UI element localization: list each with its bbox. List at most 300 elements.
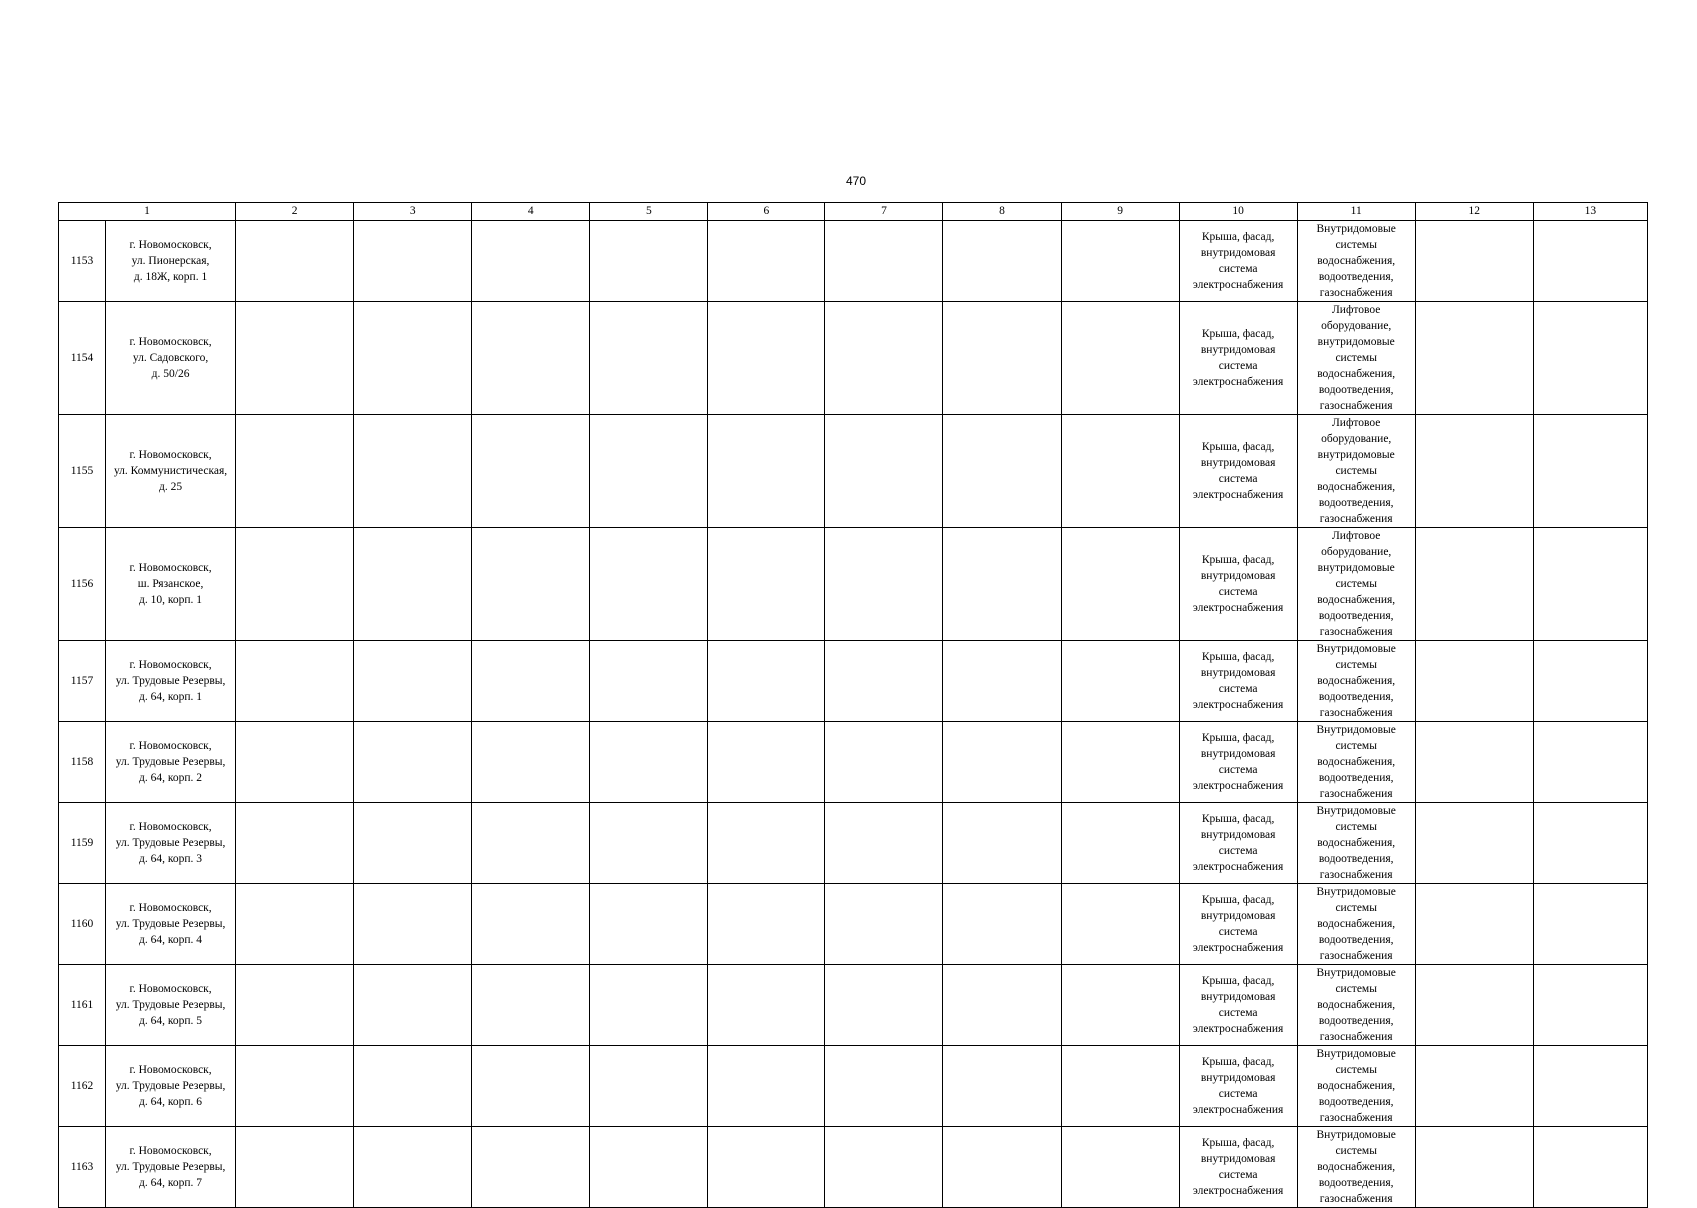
address-line: ул. Трудовые Резервы,	[115, 1080, 226, 1092]
table-row	[59, 221, 1648, 302]
address-line: д. 64, корп. 2	[139, 772, 203, 784]
system-line: внутридомовые	[1317, 449, 1395, 461]
work-type-line: система	[1218, 764, 1258, 776]
empty-cell-col-4	[472, 722, 590, 803]
system-line: Внутридомовые	[1316, 886, 1396, 898]
row-number: 1160	[59, 884, 106, 965]
system-line: оборудование,	[1321, 320, 1392, 332]
system-line: водоотведения,	[1318, 772, 1394, 784]
system-line: системы	[1335, 1145, 1377, 1157]
address-cell	[106, 803, 236, 884]
work-type-line: Крыша, фасад,	[1201, 975, 1275, 987]
page-number: 470	[845, 174, 867, 188]
empty-cell-col-2	[236, 965, 354, 1046]
system-line: системы	[1335, 902, 1377, 914]
work-type-line: Крыша, фасад,	[1201, 1056, 1275, 1068]
column-header-10: 10	[1179, 203, 1297, 221]
empty-cell-col-9	[1061, 221, 1179, 302]
system-line: Лифтовое	[1331, 417, 1381, 429]
empty-cell-col-8	[943, 722, 1061, 803]
empty-cell-col-7	[825, 1127, 943, 1208]
system-line: системы	[1335, 578, 1377, 590]
column-header-3: 3	[354, 203, 472, 221]
address-line: ул. Коммунистическая,	[113, 465, 228, 477]
empty-cell-col-12	[1415, 1046, 1533, 1127]
system-line: газоснабжения	[1319, 1031, 1393, 1043]
empty-cell-col-5	[590, 884, 708, 965]
empty-cell-col-6	[708, 803, 825, 884]
system-line: водоотведения,	[1318, 853, 1394, 865]
work-type-line: внутридомовая	[1200, 991, 1276, 1003]
buildings-table	[58, 202, 1648, 1208]
address-cell	[106, 415, 236, 528]
table-row	[59, 1127, 1648, 1208]
work-type-line: электроснабжения	[1192, 1023, 1284, 1035]
work-types-cell	[1179, 415, 1297, 528]
work-type-line: внутридомовая	[1200, 667, 1276, 679]
system-line: водоснабжения,	[1317, 481, 1396, 493]
empty-cell-col-8	[943, 1046, 1061, 1127]
systems-cell	[1297, 884, 1415, 965]
work-type-line: электроснабжения	[1192, 489, 1284, 501]
address-line: г. Новомосковск,	[129, 239, 212, 251]
empty-cell-col-6	[708, 415, 825, 528]
empty-cell-col-5	[590, 803, 708, 884]
systems-cell	[1297, 641, 1415, 722]
systems-cell	[1297, 302, 1415, 415]
empty-cell-col-6	[708, 302, 825, 415]
work-type-line: система	[1218, 926, 1258, 938]
system-line: водоснабжения,	[1317, 918, 1396, 930]
address-cell	[106, 965, 236, 1046]
column-header-1: 1	[59, 203, 236, 221]
table-row	[59, 415, 1648, 528]
empty-cell-col-5	[590, 302, 708, 415]
empty-cell-col-5	[590, 528, 708, 641]
systems-cell	[1297, 528, 1415, 641]
address-line: д. 25	[159, 481, 183, 493]
table-row	[59, 641, 1648, 722]
empty-cell-col-8	[943, 641, 1061, 722]
empty-cell-col-9	[1061, 1127, 1179, 1208]
system-line: водоснабжения,	[1317, 594, 1396, 606]
empty-cell-col-13	[1533, 1127, 1647, 1208]
empty-cell-col-8	[943, 221, 1061, 302]
system-line: водоотведения,	[1318, 1015, 1394, 1027]
empty-cell-col-7	[825, 528, 943, 641]
work-type-line: система	[1218, 1007, 1258, 1019]
work-type-line: Крыша, фасад,	[1201, 231, 1275, 243]
address-cell	[106, 722, 236, 803]
empty-cell-col-8	[943, 302, 1061, 415]
empty-cell-col-6	[708, 1046, 825, 1127]
work-types-cell	[1179, 641, 1297, 722]
empty-cell-col-3	[354, 965, 472, 1046]
system-line: водоснабжения,	[1317, 1080, 1396, 1092]
empty-cell-col-6	[708, 528, 825, 641]
work-type-line: система	[1218, 473, 1258, 485]
system-line: водоотведения,	[1318, 1177, 1394, 1189]
systems-cell	[1297, 1046, 1415, 1127]
work-type-line: электроснабжения	[1192, 942, 1284, 954]
system-line: газоснабжения	[1319, 513, 1393, 525]
work-type-line: внутридомовая	[1200, 1153, 1276, 1165]
empty-cell-col-5	[590, 641, 708, 722]
work-types-cell	[1179, 528, 1297, 641]
address-line: г. Новомосковск,	[129, 659, 212, 671]
empty-cell-col-2	[236, 803, 354, 884]
systems-cell	[1297, 221, 1415, 302]
empty-cell-col-13	[1533, 722, 1647, 803]
address-cell	[106, 641, 236, 722]
empty-cell-col-7	[825, 641, 943, 722]
empty-cell-col-8	[943, 965, 1061, 1046]
address-line: д. 64, корп. 4	[139, 934, 203, 946]
empty-cell-col-3	[354, 722, 472, 803]
empty-cell-col-3	[354, 884, 472, 965]
empty-cell-col-8	[943, 884, 1061, 965]
work-type-line: Крыша, фасад,	[1201, 813, 1275, 825]
column-header-9: 9	[1061, 203, 1179, 221]
empty-cell-col-4	[472, 965, 590, 1046]
system-line: водоснабжения,	[1317, 837, 1396, 849]
empty-cell-col-3	[354, 803, 472, 884]
work-type-line: электроснабжения	[1192, 1185, 1284, 1197]
empty-cell-col-7	[825, 884, 943, 965]
empty-cell-col-2	[236, 722, 354, 803]
system-line: водоотведения,	[1318, 497, 1394, 509]
work-types-cell	[1179, 221, 1297, 302]
address-line: г. Новомосковск,	[129, 740, 212, 752]
work-type-line: Крыша, фасад,	[1201, 732, 1275, 744]
address-line: ул. Трудовые Резервы,	[115, 1161, 226, 1173]
work-type-line: электроснабжения	[1192, 602, 1284, 614]
address-line: ш. Рязанское,	[137, 578, 204, 590]
table-row	[59, 965, 1648, 1046]
address-line: д. 64, корп. 1	[139, 691, 203, 703]
empty-cell-col-7	[825, 415, 943, 528]
empty-cell-col-3	[354, 415, 472, 528]
system-line: газоснабжения	[1319, 400, 1393, 412]
empty-cell-col-13	[1533, 415, 1647, 528]
address-cell	[106, 528, 236, 641]
system-line: водоснабжения,	[1317, 675, 1396, 687]
system-line: водоснабжения,	[1317, 756, 1396, 768]
empty-cell-col-4	[472, 884, 590, 965]
address-line: д. 18Ж, корп. 1	[133, 271, 208, 283]
empty-cell-col-3	[354, 1046, 472, 1127]
system-line: системы	[1335, 983, 1377, 995]
row-number: 1163	[59, 1127, 106, 1208]
system-line: системы	[1335, 352, 1377, 364]
empty-cell-col-9	[1061, 1046, 1179, 1127]
row-number: 1156	[59, 528, 106, 641]
empty-cell-col-9	[1061, 641, 1179, 722]
system-line: газоснабжения	[1319, 788, 1393, 800]
empty-cell-col-8	[943, 415, 1061, 528]
empty-cell-col-6	[708, 641, 825, 722]
address-line: г. Новомосковск,	[129, 1145, 212, 1157]
work-type-line: Крыша, фасад,	[1201, 1137, 1275, 1149]
table-row	[59, 722, 1648, 803]
empty-cell-col-12	[1415, 641, 1533, 722]
empty-cell-col-4	[472, 221, 590, 302]
system-line: водоотведения,	[1318, 271, 1394, 283]
system-line: водоснабжения,	[1317, 368, 1396, 380]
address-line: г. Новомосковск,	[129, 902, 212, 914]
table-row	[59, 884, 1648, 965]
empty-cell-col-13	[1533, 221, 1647, 302]
column-header-12: 12	[1415, 203, 1533, 221]
work-type-line: Крыша, фасад,	[1201, 894, 1275, 906]
column-header-7: 7	[825, 203, 943, 221]
system-line: водоснабжения,	[1317, 999, 1396, 1011]
empty-cell-col-5	[590, 965, 708, 1046]
system-line: системы	[1335, 239, 1377, 251]
empty-cell-col-13	[1533, 302, 1647, 415]
address-line: ул. Трудовые Резервы,	[115, 918, 226, 930]
system-line: газоснабжения	[1319, 287, 1393, 299]
empty-cell-col-3	[354, 528, 472, 641]
work-type-line: система	[1218, 1169, 1258, 1181]
empty-cell-col-5	[590, 221, 708, 302]
empty-cell-col-7	[825, 221, 943, 302]
empty-cell-col-5	[590, 1127, 708, 1208]
work-type-line: электроснабжения	[1192, 699, 1284, 711]
address-line: ул. Садовского,	[132, 352, 209, 364]
empty-cell-col-7	[825, 302, 943, 415]
system-line: Внутридомовые	[1316, 967, 1396, 979]
work-type-line: система	[1218, 263, 1258, 275]
empty-cell-col-7	[825, 722, 943, 803]
systems-cell	[1297, 1127, 1415, 1208]
row-number: 1159	[59, 803, 106, 884]
address-line: ул. Трудовые Резервы,	[115, 756, 226, 768]
column-header-6: 6	[708, 203, 825, 221]
address-cell	[106, 884, 236, 965]
work-type-line: система	[1218, 683, 1258, 695]
system-line: водоотведения,	[1318, 691, 1394, 703]
empty-cell-col-4	[472, 803, 590, 884]
empty-cell-col-2	[236, 528, 354, 641]
work-type-line: электроснабжения	[1192, 376, 1284, 388]
row-number: 1162	[59, 1046, 106, 1127]
empty-cell-col-9	[1061, 302, 1179, 415]
address-line: д. 64, корп. 5	[139, 1015, 203, 1027]
empty-cell-col-12	[1415, 884, 1533, 965]
empty-cell-col-12	[1415, 221, 1533, 302]
empty-cell-col-8	[943, 803, 1061, 884]
system-line: Внутридомовые	[1316, 643, 1396, 655]
row-number: 1158	[59, 722, 106, 803]
empty-cell-col-9	[1061, 884, 1179, 965]
empty-cell-col-5	[590, 722, 708, 803]
system-line: газоснабжения	[1319, 869, 1393, 881]
empty-cell-col-13	[1533, 641, 1647, 722]
empty-cell-col-4	[472, 641, 590, 722]
address-line: ул. Трудовые Резервы,	[115, 837, 226, 849]
system-line: Внутридомовые	[1316, 1129, 1396, 1141]
empty-cell-col-6	[708, 722, 825, 803]
work-types-cell	[1179, 302, 1297, 415]
empty-cell-col-4	[472, 415, 590, 528]
empty-cell-col-12	[1415, 528, 1533, 641]
empty-cell-col-6	[708, 884, 825, 965]
work-type-line: система	[1218, 845, 1258, 857]
empty-cell-col-12	[1415, 965, 1533, 1046]
column-header-4: 4	[472, 203, 590, 221]
empty-cell-col-4	[472, 302, 590, 415]
empty-cell-col-4	[472, 528, 590, 641]
empty-cell-col-12	[1415, 803, 1533, 884]
empty-cell-col-12	[1415, 302, 1533, 415]
empty-cell-col-2	[236, 1046, 354, 1127]
work-type-line: внутридомовая	[1200, 748, 1276, 760]
address-line: г. Новомосковск,	[129, 1064, 212, 1076]
systems-cell	[1297, 415, 1415, 528]
empty-cell-col-2	[236, 302, 354, 415]
system-line: водоотведения,	[1318, 610, 1394, 622]
empty-cell-col-3	[354, 221, 472, 302]
empty-cell-col-8	[943, 528, 1061, 641]
system-line: водоотведения,	[1318, 934, 1394, 946]
work-type-line: внутридомовая	[1200, 910, 1276, 922]
empty-cell-col-4	[472, 1046, 590, 1127]
system-line: Внутридомовые	[1316, 805, 1396, 817]
system-line: Внутридомовые	[1316, 1048, 1396, 1060]
work-type-line: система	[1218, 360, 1258, 372]
column-header-2: 2	[236, 203, 354, 221]
system-line: Внутридомовые	[1316, 724, 1396, 736]
system-line: газоснабжения	[1319, 1112, 1393, 1124]
row-number: 1161	[59, 965, 106, 1046]
system-line: водоотведения,	[1318, 384, 1394, 396]
address-cell	[106, 1046, 236, 1127]
empty-cell-col-7	[825, 1046, 943, 1127]
table-row	[59, 803, 1648, 884]
work-types-cell	[1179, 722, 1297, 803]
empty-cell-col-9	[1061, 415, 1179, 528]
address-line: г. Новомосковск,	[129, 821, 212, 833]
system-line: оборудование,	[1321, 546, 1392, 558]
work-types-cell	[1179, 965, 1297, 1046]
empty-cell-col-13	[1533, 965, 1647, 1046]
table-row	[59, 302, 1648, 415]
system-line: водоснабжения,	[1317, 1161, 1396, 1173]
empty-cell-col-13	[1533, 528, 1647, 641]
address-line: ул. Трудовые Резервы,	[115, 999, 226, 1011]
work-type-line: Крыша, фасад,	[1201, 554, 1275, 566]
empty-cell-col-9	[1061, 528, 1179, 641]
work-type-line: внутридомовая	[1200, 344, 1276, 356]
empty-cell-col-6	[708, 221, 825, 302]
table-row	[59, 1046, 1648, 1127]
empty-cell-col-6	[708, 1127, 825, 1208]
system-line: газоснабжения	[1319, 950, 1393, 962]
work-type-line: внутридомовая	[1200, 829, 1276, 841]
empty-cell-col-12	[1415, 415, 1533, 528]
work-type-line: электроснабжения	[1192, 861, 1284, 873]
system-line: внутридомовые	[1317, 336, 1395, 348]
empty-cell-col-9	[1061, 722, 1179, 803]
system-line: газоснабжения	[1319, 1193, 1393, 1205]
empty-cell-col-2	[236, 641, 354, 722]
systems-cell	[1297, 803, 1415, 884]
address-line: г. Новомосковск,	[129, 983, 212, 995]
work-types-cell	[1179, 803, 1297, 884]
empty-cell-col-3	[354, 641, 472, 722]
column-header-11: 11	[1297, 203, 1415, 221]
column-header-13: 13	[1533, 203, 1647, 221]
empty-cell-col-13	[1533, 1046, 1647, 1127]
empty-cell-col-9	[1061, 965, 1179, 1046]
work-type-line: электроснабжения	[1192, 780, 1284, 792]
column-header-8: 8	[943, 203, 1061, 221]
address-line: г. Новомосковск,	[129, 562, 212, 574]
empty-cell-col-2	[236, 221, 354, 302]
empty-cell-col-8	[943, 1127, 1061, 1208]
address-line: ул. Трудовые Резервы,	[115, 675, 226, 687]
address-line: д. 50/26	[151, 368, 190, 380]
empty-cell-col-2	[236, 415, 354, 528]
table-row	[59, 528, 1648, 641]
row-number: 1155	[59, 415, 106, 528]
address-line: д. 64, корп. 6	[139, 1096, 203, 1108]
system-line: Внутридомовые	[1316, 223, 1396, 235]
work-types-cell	[1179, 884, 1297, 965]
empty-cell-col-7	[825, 803, 943, 884]
work-type-line: электроснабжения	[1192, 279, 1284, 291]
system-line: водоотведения,	[1318, 1096, 1394, 1108]
work-type-line: Крыша, фасад,	[1201, 441, 1275, 453]
empty-cell-col-3	[354, 1127, 472, 1208]
empty-cell-col-7	[825, 965, 943, 1046]
system-line: газоснабжения	[1319, 626, 1393, 638]
work-types-cell	[1179, 1127, 1297, 1208]
work-type-line: система	[1218, 586, 1258, 598]
work-type-line: Крыша, фасад,	[1201, 328, 1275, 340]
address-cell	[106, 302, 236, 415]
address-line: д. 64, корп. 3	[139, 853, 203, 865]
address-cell	[106, 1127, 236, 1208]
system-line: водоснабжения,	[1317, 255, 1396, 267]
work-type-line: внутридомовая	[1200, 247, 1276, 259]
work-types-cell	[1179, 1046, 1297, 1127]
empty-cell-col-12	[1415, 722, 1533, 803]
system-line: системы	[1335, 1064, 1377, 1076]
empty-cell-col-3	[354, 302, 472, 415]
empty-cell-col-2	[236, 1127, 354, 1208]
empty-cell-col-6	[708, 965, 825, 1046]
system-line: внутридомовые	[1317, 562, 1395, 574]
work-type-line: система	[1218, 1088, 1258, 1100]
row-number: 1154	[59, 302, 106, 415]
address-cell	[106, 221, 236, 302]
work-type-line: внутридомовая	[1200, 570, 1276, 582]
row-number: 1153	[59, 221, 106, 302]
address-line: ул. Пионерская,	[131, 255, 210, 267]
empty-cell-col-9	[1061, 803, 1179, 884]
column-header-5: 5	[590, 203, 708, 221]
systems-cell	[1297, 722, 1415, 803]
system-line: газоснабжения	[1319, 707, 1393, 719]
system-line: системы	[1335, 659, 1377, 671]
system-line: Лифтовое	[1331, 530, 1381, 542]
system-line: системы	[1335, 740, 1377, 752]
work-type-line: Крыша, фасад,	[1201, 651, 1275, 663]
system-line: системы	[1335, 465, 1377, 477]
empty-cell-col-5	[590, 1046, 708, 1127]
